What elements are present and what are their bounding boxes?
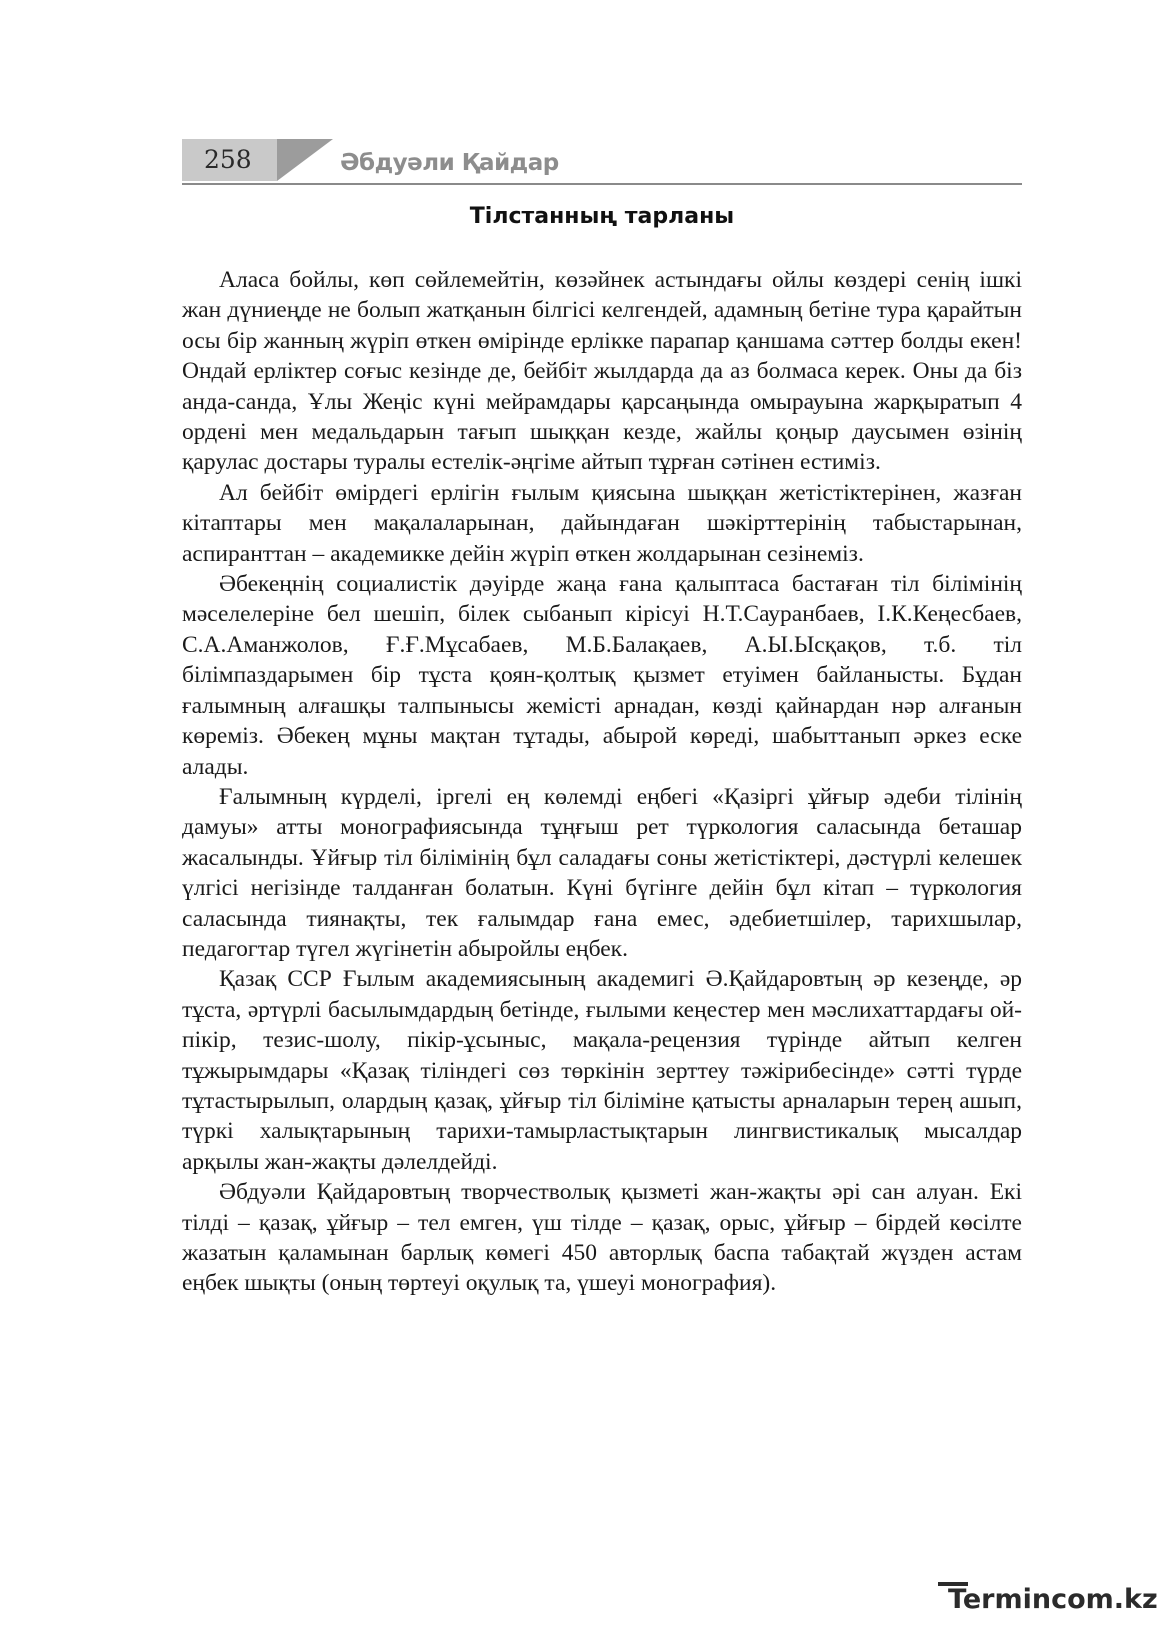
watermark-text: Termincom.kz: [948, 1584, 1158, 1615]
header-wedge-decoration: [277, 139, 333, 181]
header-rule: [182, 183, 1022, 185]
paragraph: Аласа бойлы, көп сөйлемейтін, көзәйнек астындағы ойлы көздері сенің ішкі жан дүниеңде не болып жатқанын білгісі келгендей, адамның бетіне тура қарайтын осы бір жанның жүріп өткен өмірінде ерлікке парапар қаншама сәттер болды екен! Ондай ерліктер соғыс кезінде де, бейбіт жылдарда да аз болмаса керек. Оны да біз анда-санда, Ұлы Жеңіс күні мейрамдары қарсаңында омырауына жарқыратып 4 ордені мен медальдарын тағып шыққан кезде, жайлы қоңыр даусымен өзінің қарулас достары туралы естелік-әңгіме айтып тұрған сәтінен естиміз.: [182, 267, 1022, 476]
page-number-box: [182, 139, 277, 181]
running-head-author: Әбдуәли Қайдар: [340, 150, 559, 176]
paragraph: Әбдуәли Қайдаровтың творчестволық қызметі жан-жақты әрі сан алуан. Екі тілді – қазақ, ұйғыр – тел емген, үш тілде – қазақ, орыс, ұйғыр – бірдей көсілте жазатын қаламынан барлық көмегі 450 авторлық баспа табақтай жүзден астам еңбек шықты (оның төртеуі оқулық та, үшеуі монография).: [182, 1179, 1022, 1297]
article-title: Тілстанның тарланы: [469, 204, 735, 229]
paragraph: Қазақ ССР Ғылым академиясының академигі Ә.Қайдаровтың әр кезеңде, әр тұста, әртүрлі басылымдардың бетінде, ғылыми кеңестер мен мәслихаттардағы ой-пікір, тезис-шолу, пікір-ұсыныс, мақала-рецензия түрінде айтып келген тұжырымдары «Қазақ тіліндегі сөз төркінін зерттеу тәжірибесінде» сәтті түрде тұтастырылып, олардың қазақ, ұйғыр тіл біліміне қатысты арналарын терең ашып, түркі халықтарының тарихи-тамырластықтарын лингвистикалық мысалдар арқылы жан-жақты дәлелдейді.: [182, 966, 1022, 1175]
watermark-logo: [938, 1580, 1158, 1620]
paragraph: Әбекеңнің социалистік дәуірде жаңа ғана қалыптаса бастаған тіл білімінің мәселелеріне бел шешіп, білек сыбанып кірісуі Н.Т.Сауранбаев, І.К.Кеңесбаев, С.А.Аманжолов, Ғ.Ғ.Мұсабаев, М.Б.Балақаев, А.Ы.Ысқақов, т.б. тіл білімпаздарымен бір тұста қоян-қолтық қызмет етуімен байланысты. Бұдан ғалымның алғашқы талпынысы жемісті арнадан, көзді қайнардан нәр алғанын көреміз. Әбекең мұны мақтан тұтады, абырой көреді, шабыттанып әркез еске алады.: [182, 571, 1022, 780]
page-number: 258: [204, 145, 252, 174]
paragraph: Ғалымның күрделі, іргелі ең көлемді еңбегі «Қазіргі ұйғыр әдеби тілінің дамуы» атты монографиясында тұңғыш рет түркология саласында беташар жасалынды. Ұйғыр тіл білімінің бұл саладағы соны жетістіктері, дәстүрлі келешек үлгісі негізінде талданған болатын. Күні бүгінге дейін бұл кітап – түркология саласында тиянақты, тек ғалымдар ғана емес, әдебиетшілер, тарихшылар, педагогтар түгел жүгінетін абыройлы еңбек.: [182, 783, 1022, 962]
paragraph: Ал бейбіт өмірдегі ерлігін ғылым қиясына шыққан жетістіктерінен, жазған кітаптары мен мақалаларынан, дайындаған шәкірттерінің табыстарынан, аспиранттан – академикке дейін жүріп өткен жолдарынан сезінеміз.: [182, 479, 1022, 567]
article-body: [182, 265, 1022, 1299]
page-header: [182, 139, 1022, 187]
